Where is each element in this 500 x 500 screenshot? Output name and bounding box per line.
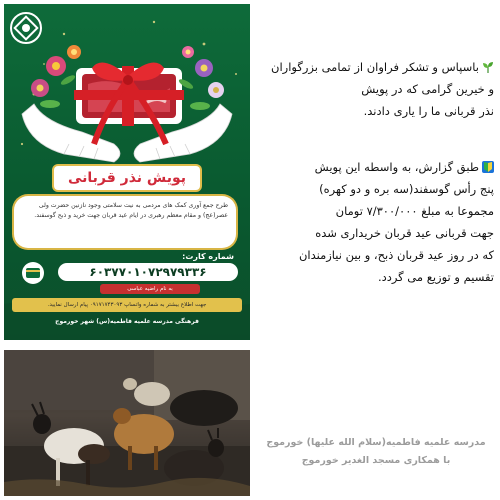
report-line-9: تقسیم و توزیع می گردد.	[377, 270, 494, 284]
report-line-4: طبق گزارش، به واسطه این پویش	[314, 160, 479, 174]
school-partner: با همکاری مسجد الغدیر خورموج	[301, 455, 451, 466]
bank-card-icon	[19, 261, 47, 285]
school-attribution	[256, 434, 496, 470]
beginner-badge-icon	[482, 161, 494, 173]
school-name: مدرسه علمیه فاطمیه(سلام الله علیها) خورموج	[266, 437, 486, 448]
report-line-7: جهت قربانی عید قربان خریداری شده	[315, 226, 494, 240]
goats-image	[4, 350, 250, 496]
report-line	[256, 156, 494, 178]
goats-photo	[4, 350, 250, 496]
report-line-3: نذر قربانی ما را یاری دادند.	[363, 104, 494, 118]
report-line-2: و خیرین گرامی که در پویش	[361, 82, 494, 96]
poster-description: طرح جمع آوری کمک های مردمی به نیت سلامتی وجود نازنین حضرت ولی عصر(عج) و مقام معظم رهبری در ایام عید قربان جهت خرید و ذبح گوسفند.	[14, 196, 236, 248]
poster-title-box	[54, 166, 200, 190]
card-owner: به نام راضیه عباسی	[100, 284, 200, 294]
report-line-1: باسپاس و تشکر فراوان از تمامی بزرگواران	[271, 60, 479, 74]
card-number: ۶۰۳۷۷۰۱۰۷۲۹۷۹۳۳۶	[58, 263, 238, 281]
campaign-poster	[4, 4, 250, 340]
contact-info: جهت اطلاع بیشتر به شماره واتساپ ۰۹۱۷۱۷۴۳۰۹۳ پیام ارسال نمایید.	[12, 298, 242, 312]
report-text	[256, 56, 494, 288]
poster-title: پویش نذر قربانی	[67, 170, 187, 186]
school-logo-icon	[8, 10, 44, 54]
card-number-label: شماره کارت:	[182, 252, 234, 261]
report-line-5: پنج رأس گوسفند(سه بره و دو کهره)	[319, 182, 494, 196]
report-line-6: مجموعا به مبلغ ۷/۳۰۰/۰۰۰ تومان	[335, 204, 494, 218]
report-line	[256, 56, 494, 78]
report-line-8: که در روز عید قربان ذبح، و بین نیازمندان	[298, 248, 494, 262]
seedling-icon	[482, 61, 494, 73]
poster-footer: فرهنگی مدرسه علمیه فاطمیه(س) شهر خورموج	[55, 318, 199, 325]
